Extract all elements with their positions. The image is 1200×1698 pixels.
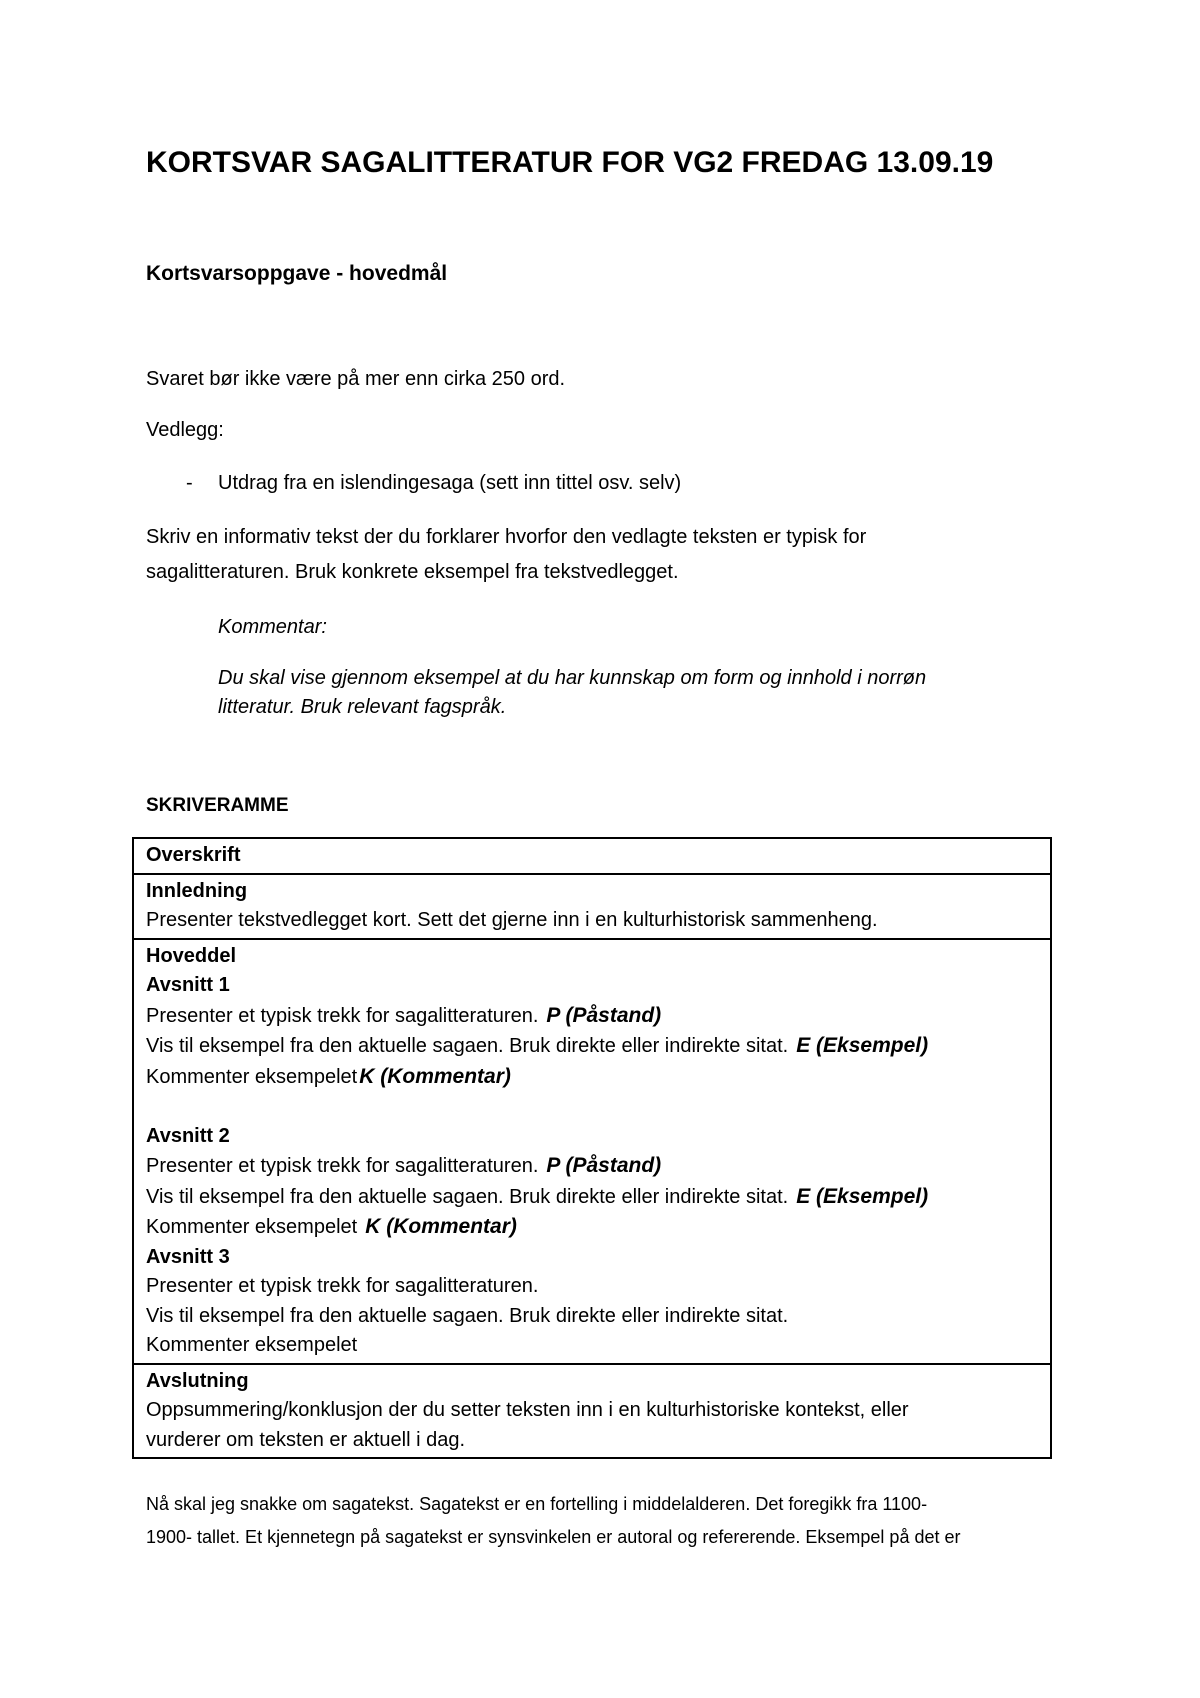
answer-line-1: Nå skal jeg snakke om sagatekst. Sagatekst er en fortelling i middelalderen. Det foregikk fra 1100- (146, 1494, 928, 1514)
avsnitt1-line-1: Presenter et typisk trekk for sagalitteraturen. P (Påstand) (146, 1003, 662, 1027)
avsnitt2-line-3: Kommenter eksempelet K (Kommentar) (146, 1215, 517, 1238)
frame-row-innledning (133, 874, 1051, 939)
comment-line-1: Du skal vise gjennom eksempel at du har kunnskap om form og innhold i norrøn (218, 667, 927, 689)
avslutning-heading: Avslutning (146, 1369, 249, 1392)
word-limit-text: Svaret bør ikke være på mer enn cirka 250 ord. (146, 368, 566, 390)
kommentar-tag: K (Kommentar) (365, 1215, 517, 1238)
avsnitt2-line-1: Presenter et typisk trekk for sagalitteraturen. P (Påstand) (146, 1154, 662, 1177)
attachment-bullet: - (186, 472, 193, 494)
avsnitt2-line-2: Vis til eksempel fra den aktuelle sagaen. Bruk direkte eller indirekte sitat. E (Eksempel) (146, 1184, 929, 1208)
innledning-text: Presenter tekstvedlegget kort. Sett det gjerne inn i en kulturhistorisk sammenheng. (146, 909, 878, 931)
innledning-heading: Innledning (146, 879, 248, 902)
task-text-line-1: Skriv en informativ tekst der du forklarer hvorfor den vedlagte teksten er typisk for (146, 526, 867, 548)
avsnitt3-heading: Avsnitt 3 (146, 1245, 230, 1268)
avsnitt1-line-3: Kommenter eksempeletK (Kommentar) (146, 1064, 511, 1088)
avsnitt3-line-1: Presenter et typisk trekk for sagalitteraturen. (146, 1275, 539, 1297)
answer-line-2: 1900- tallet. Et kjennetegn på sagatekst er synsvinkelen er autoral og refererende. Eksempel på det er (146, 1527, 961, 1547)
avsnitt1-line-2: Vis til eksempel fra den aktuelle sagaen. Bruk direkte eller indirekte sitat. E (Eksempel) (146, 1034, 929, 1057)
frame-row-overskrift (133, 838, 1051, 874)
student-answer (146, 1488, 1066, 1554)
avsnitt3-line-2: Vis til eksempel fra den aktuelle sagaen. Bruk direkte eller indirekte sitat. (146, 1304, 789, 1327)
comment-label: Kommentar: (218, 616, 327, 638)
frame-row-hoveddel (133, 939, 1051, 1364)
paragraph-spacer (146, 1092, 1038, 1122)
pastand-tag: P (Påstand) (546, 1003, 662, 1027)
eksempel-tag: E (Eksempel) (796, 1184, 929, 1208)
avslutning-line-2: vurderer om teksten er aktuell i dag. (146, 1428, 466, 1451)
subtitle: Kortsvarsoppgave - hovedmål (146, 262, 448, 285)
pastand-tag: P (Påstand) (546, 1154, 662, 1177)
frame-heading: SKRIVERAMME (146, 795, 289, 816)
avsnitt1-heading: Avsnitt 1 (146, 974, 230, 996)
avslutning-line-1: Oppsummering/konklusjon der du setter teksten inn i en kulturhistoriske kontekst, eller (146, 1399, 909, 1421)
hoveddel-heading: Hoveddel (146, 944, 237, 967)
overskrift-heading: Overskrift (146, 844, 241, 866)
attachments-label: Vedlegg: (146, 419, 224, 441)
avsnitt2-heading: Avsnitt 2 (146, 1124, 230, 1147)
avsnitt3-line-3: Kommenter eksempelet (146, 1334, 358, 1356)
eksempel-tag: E (Eksempel) (796, 1034, 929, 1057)
comment-line-2: litteratur. Bruk relevant fagspråk. (218, 696, 507, 718)
writing-frame-table (132, 837, 1052, 1459)
frame-row-avslutning (133, 1364, 1051, 1459)
kommentar-tag: K (Kommentar) (359, 1064, 511, 1088)
attachment-item: Utdrag fra en islendingesaga (sett inn tittel osv. selv) (218, 472, 682, 494)
page-title: KORTSVAR SAGALITTERATUR FOR VG2 FREDAG 13.09.19 (146, 146, 994, 179)
task-text-line-2: sagalitteraturen. Bruk konkrete eksempel fra tekstvedlegget. (146, 561, 679, 583)
